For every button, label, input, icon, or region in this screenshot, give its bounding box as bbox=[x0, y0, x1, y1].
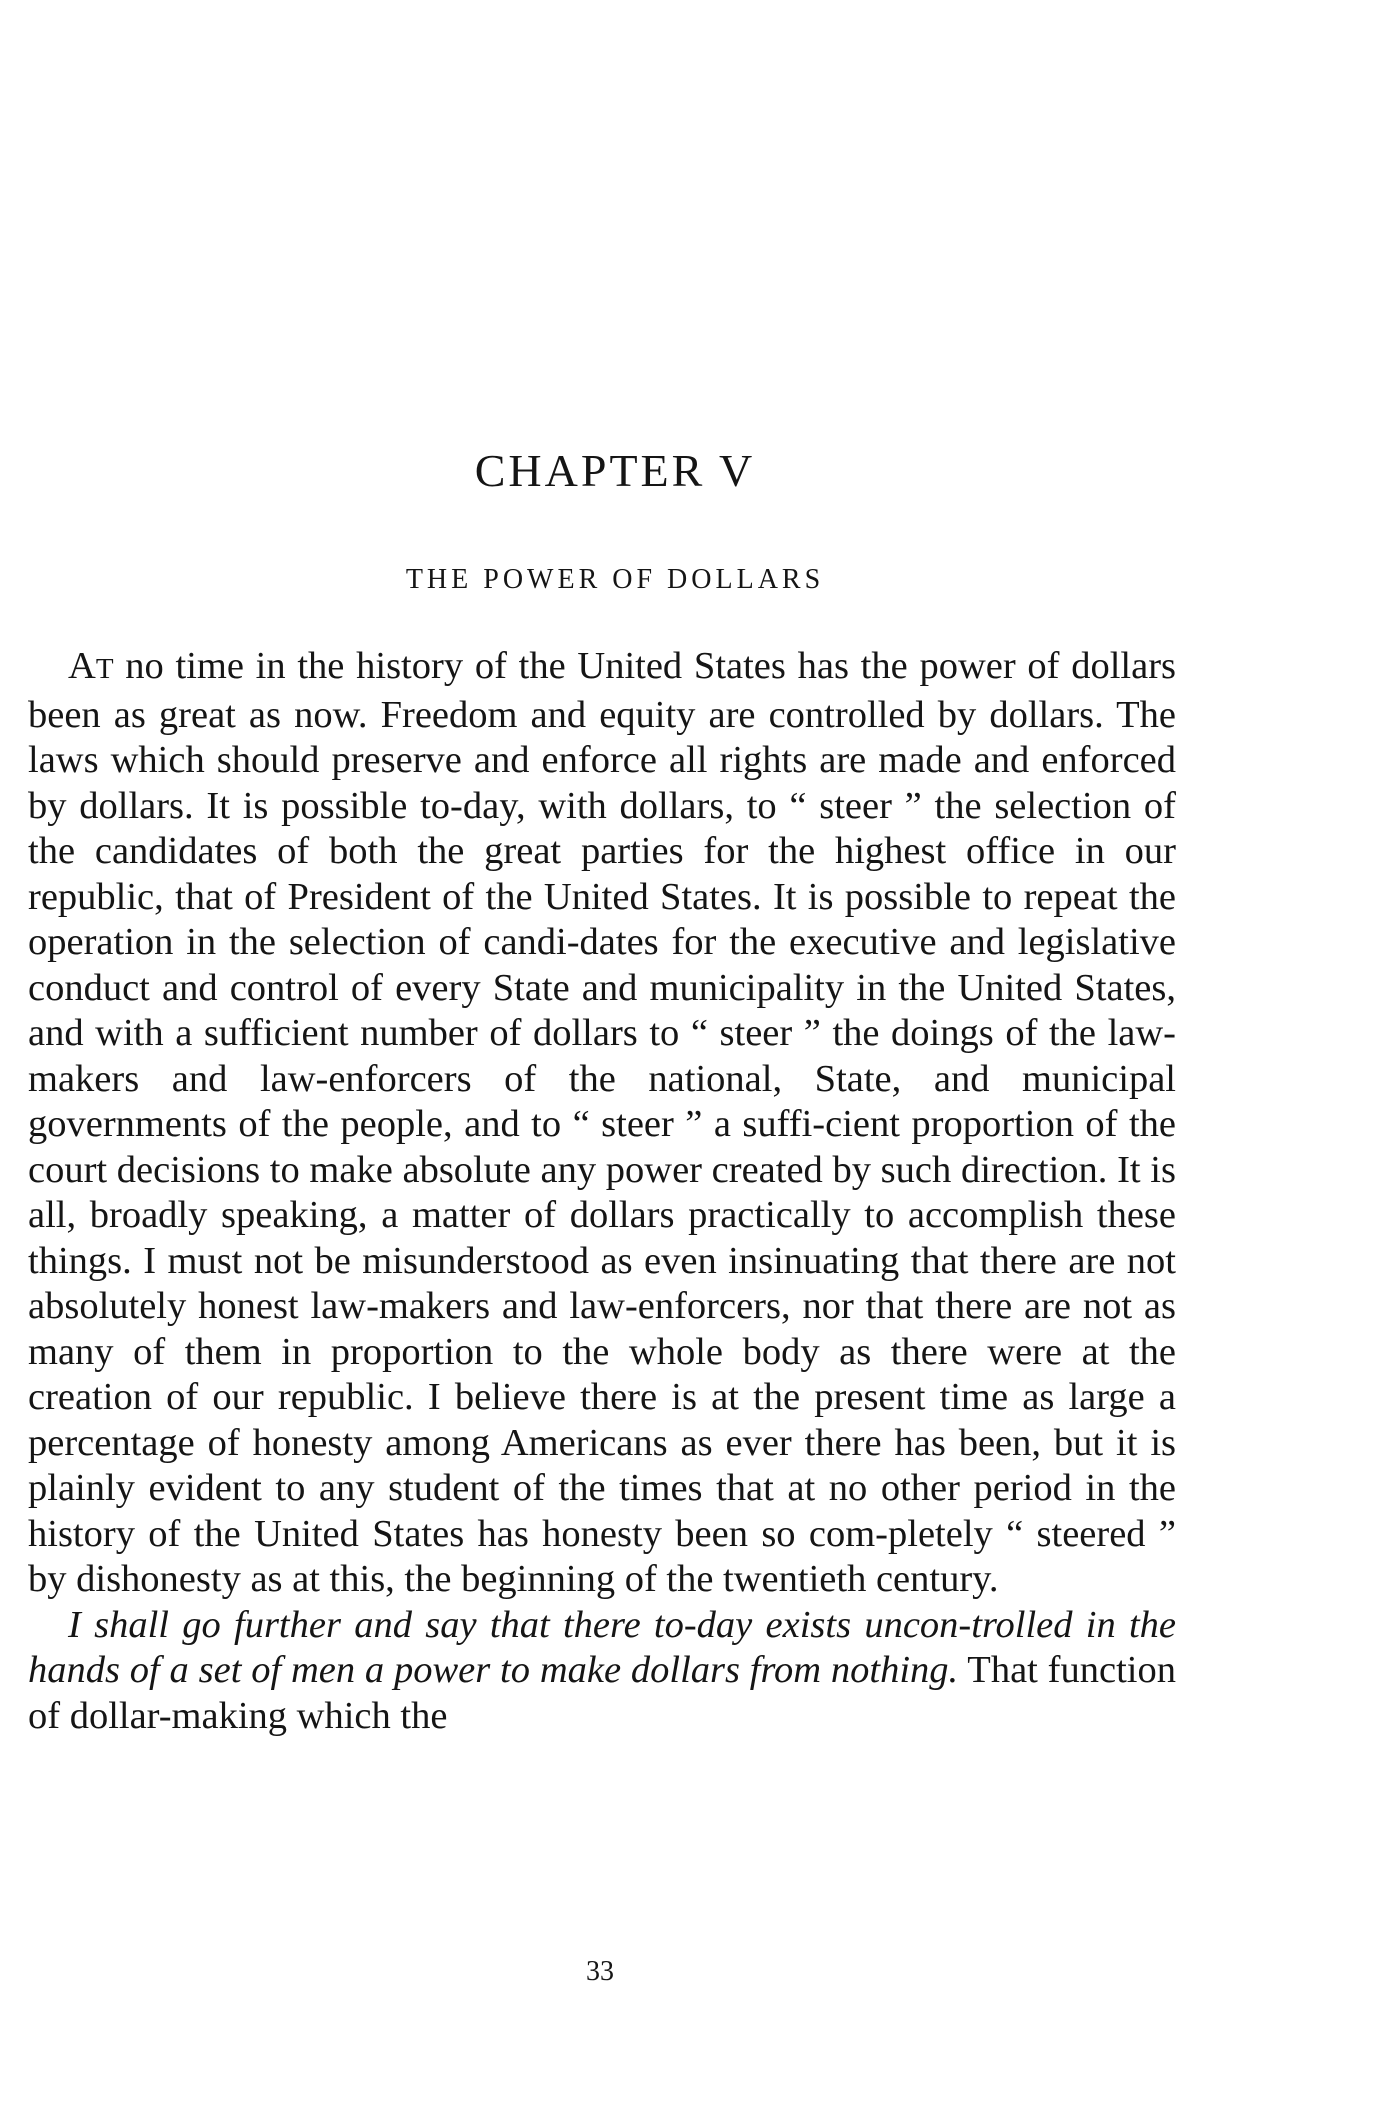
paragraph-2-text: That function of dollar-making which the bbox=[28, 1649, 1176, 1737]
italic-statement: I shall go further and say that there to-day exists uncon-trolled in the hands of a set of men a power to make dollars from nothing. bbox=[28, 1603, 1176, 1691]
lead-capital: A bbox=[68, 645, 96, 687]
paragraph-1 bbox=[28, 644, 1176, 1603]
paragraph-2 bbox=[28, 1603, 1176, 1740]
body-text bbox=[28, 644, 1176, 1739]
paragraph-1-text: no time in the history of the United States has the power of dollars been as great as now. Freedom and equity are controlled by dollars. The laws which should preserve and enforce all rights are made and enforced by dollars. It is possible to-day, with dollars, to “ steer ” the selection of the candidates of both the great parties for the highest office in our republic, that of President of the United States. It is possible to repeat the operation in the selection of candi-dates for the executive and legislative conduct and control of every State and municipality in the United States, and with a sufficient number of dollars to “ steer ” the doings of the law-makers and law-enforcers of the national, State, and municipal governments of the people, and to “ steer ” a suffi-cient proportion of the court decisions to make absolute any power created by such direction. It is all, broadly speaking, a matter of dollars practically to accomplish these things. I must not be misunderstood as even insinuating that there are not absolutely honest law-makers and law-enforcers, nor that there are not as many of them in proportion to the whole body as there were at the creation of our republic. I believe there is at the present time as large a percentage of honesty among Americans as ever there has been, but it is plainly evident to any student of the times that at no other period in the history of the United States has honesty been so com-pletely “ steered ” by dishonesty as at this, the beginning of the twentieth century. bbox=[28, 645, 1176, 1600]
chapter-title: THE POWER OF DOLLARS bbox=[405, 564, 825, 595]
page-number: 33 bbox=[586, 1956, 614, 1987]
chapter-heading: CHAPTER V bbox=[474, 445, 756, 496]
paragraph-lead bbox=[68, 645, 114, 687]
lead-small-caps: T bbox=[95, 653, 114, 685]
